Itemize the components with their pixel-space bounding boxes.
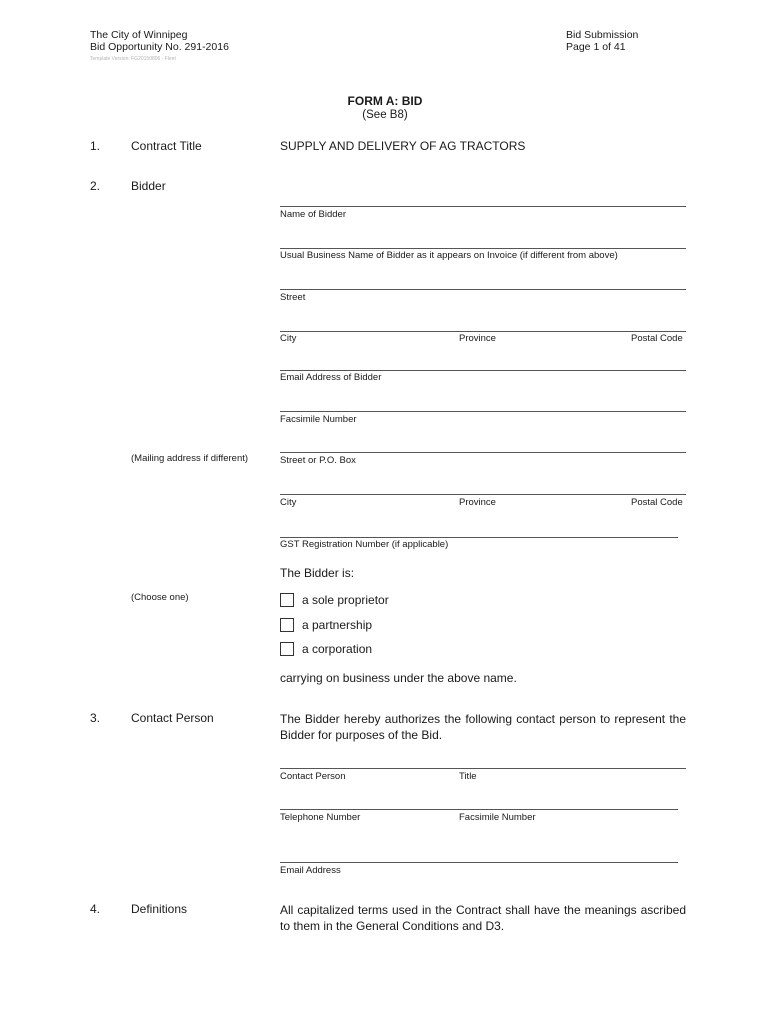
section1-num: 1. [90, 139, 101, 153]
section4-label: Definitions [131, 902, 188, 916]
section1-label: Contract Title [131, 139, 202, 153]
contact-fax-caption: Facsimile Number [459, 812, 536, 823]
business-name-caption: Usual Business Name of Bidder as it appears on Invoice (if different from above) [280, 250, 618, 261]
postal-code-caption: Postal Code [631, 333, 683, 344]
city-caption: City [280, 333, 297, 344]
street-po-caption: Street or P.O. Box [280, 455, 356, 466]
contact-title-caption: Title [459, 771, 477, 782]
partnership-checkbox[interactable] [280, 618, 294, 632]
sole-proprietor-checkbox[interactable] [280, 593, 294, 607]
header-org: The City of Winnipeg [90, 29, 188, 41]
province-caption: Province [459, 333, 496, 344]
fax-line[interactable] [280, 411, 686, 412]
postal-code-caption-2: Postal Code [631, 497, 683, 508]
section2-num: 2. [90, 179, 101, 193]
street-line[interactable] [280, 289, 686, 290]
section2-label: Bidder [131, 179, 166, 193]
definitions-text: All capitalized terms used in the Contract shall have the meanings ascribed to them in the General Conditions and D3. [280, 903, 686, 933]
name-of-bidder-line[interactable] [280, 206, 686, 207]
header-submission: Bid Submission [566, 29, 639, 41]
street-caption: Street [280, 292, 306, 303]
header-template-version: Template Version: FG20150806 - Fleet [90, 56, 176, 62]
contact-email-line[interactable] [280, 862, 678, 863]
mailing-note: (Mailing address if different) [131, 453, 249, 464]
section4-num: 4. [90, 902, 101, 916]
partnership-label: a partnership [302, 618, 373, 632]
header-bid-opportunity: Bid Opportunity No. 291-2016 [90, 41, 229, 53]
contact-title-line[interactable] [280, 768, 686, 769]
contact-person-caption: Contact Person [280, 771, 346, 782]
street-po-line[interactable] [280, 452, 686, 453]
contact-email-caption: Email Address [280, 865, 341, 876]
corporation-checkbox[interactable] [280, 642, 294, 656]
contact-person-text: The Bidder hereby authorizes the following contact person to represent the Bidder for purposes of the Bid. [280, 712, 686, 742]
section3-num: 3. [90, 711, 101, 725]
email-line[interactable] [280, 370, 686, 371]
province-caption-2: Province [459, 497, 496, 508]
city-caption-2: City [280, 497, 297, 508]
carrying-on-text: carrying on business under the above name. [280, 671, 517, 685]
section3-label: Contact Person [131, 711, 214, 725]
gst-caption: GST Registration Number (if applicable) [280, 539, 449, 550]
sole-proprietor-label: a sole proprietor [302, 593, 389, 607]
contract-title-value: SUPPLY AND DELIVERY OF AG TRACTORS [280, 139, 526, 153]
form-see: (See B8) [362, 109, 408, 121]
choose-one-note: (Choose one) [131, 592, 189, 603]
telephone-fax-line[interactable] [280, 809, 678, 810]
form-title: FORM A: BID [347, 94, 423, 108]
business-name-line[interactable] [280, 248, 686, 249]
fax-caption: Facsimile Number [280, 414, 357, 425]
header-page: Page 1 of 41 [566, 41, 626, 53]
city-province-postal-line[interactable] [280, 331, 686, 332]
telephone-caption: Telephone Number [280, 812, 361, 823]
gst-line[interactable] [280, 537, 678, 538]
email-caption: Email Address of Bidder [280, 372, 382, 383]
name-of-bidder-caption: Name of Bidder [280, 209, 347, 220]
city-province-postal-line-2[interactable] [280, 494, 686, 495]
corporation-label: a corporation [302, 642, 373, 656]
bidder-is-text: The Bidder is: [280, 566, 355, 580]
